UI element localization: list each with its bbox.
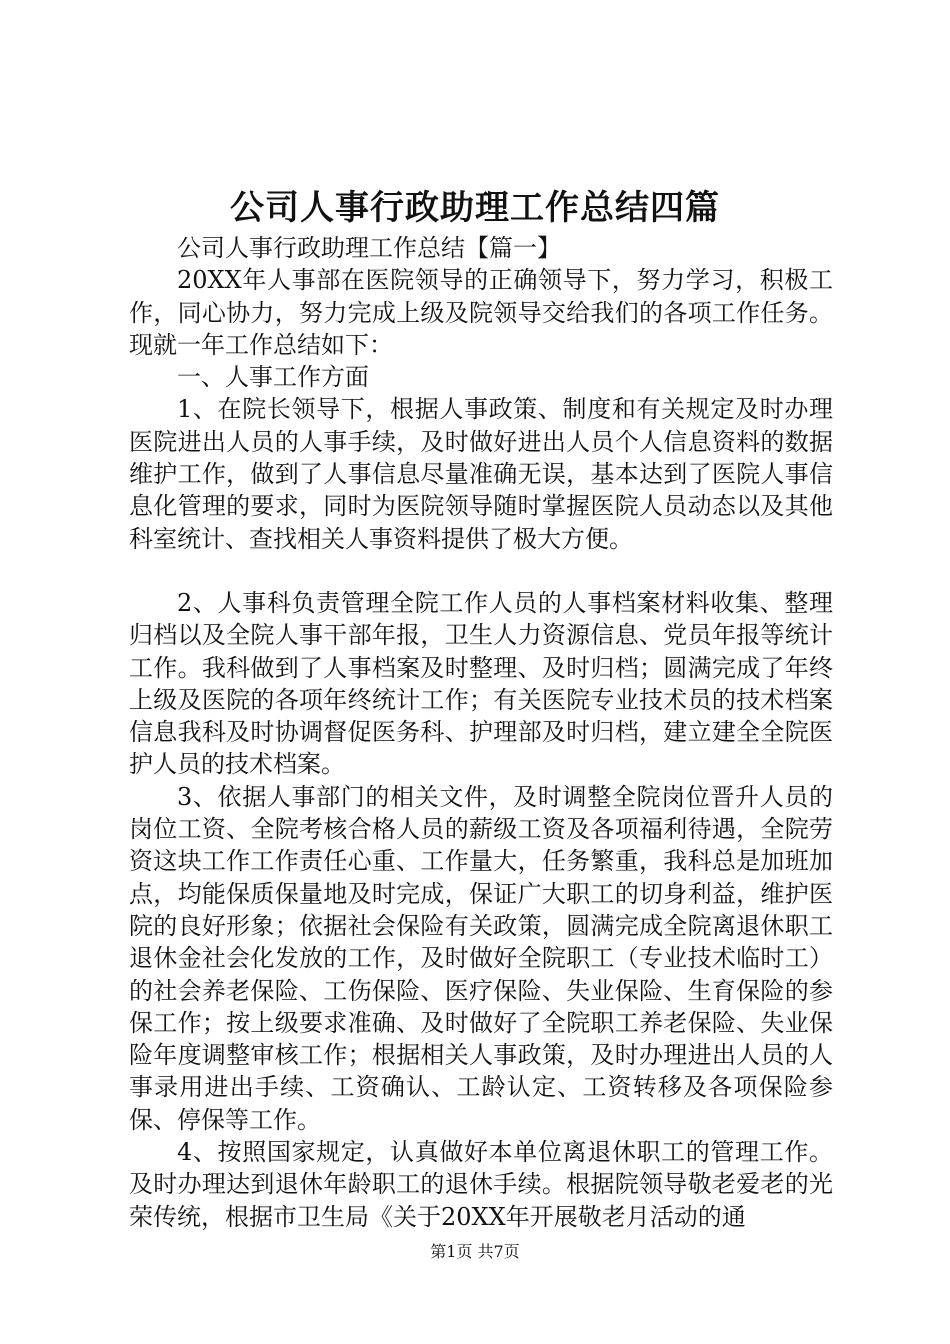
subsection-heading: 一、人事工作方面 — [177, 363, 369, 392]
paragraph: 4、按照国家规定，认真做好本单位离退休职工的管理工作。及时办理达到退休年龄职工的退休手续。根据院领导敬老爱老的光荣传统，根据市卫生局《关于20XX年开展敬老月活动的通 — [129, 1138, 833, 1231]
paragraph: 20XX年人事部在医院领导的正确领导下，努力学习，积极工作，同心协力，努力完成上级及院领导交给我们的各项工作任务。现就一年工作总结如下： — [129, 266, 833, 359]
page-number-footer: 第1页 共7页 — [430, 1242, 520, 1261]
document-body — [129, 232, 833, 1233]
paragraph: 3、依据人事部门的相关文件，及时调整全院岗位晋升人员的岗位工资、全院考核合格人员的薪级工资及各项福利待遇，全院劳资这块工作工作责任心重、工作量大，任务繁重，我科总是加班加点，均能保质保量地及时完成，保证广大职工的切身利益，维护医院的良好形象；依据社会保险有关政策，圆满完成全院离退休职工退休金社会化发放的工作，及时做好全院职工（专业技术临时工）的社会养老保险、工伤保险、医疗保险、失业保险、生育保险的参保工作；按上级要求准确、及时做好了全院职工养老保险、失业保险年度调整审核工作；根据相关人事政策，及时办理进出人员的人事录用进出手续、工资确认、工龄认定、工资转移及各项保险参保、停保等工作。 — [129, 782, 833, 1134]
section-heading: 公司人事行政助理工作总结【篇一】 — [177, 234, 561, 262]
paragraph: 1、在院长领导下，根据人事政策、制度和有关规定及时办理医院进出人员的人事手续，及时做好进出人员个人信息资料的数据维护工作，做到了人事信息尽量准确无误，基本达到了医院人事信息化管理的要求，同时为医院领导随时掌握医院人员动态以及其他科室统计、查找相关人事资料提供了极大方便。 — [129, 395, 833, 553]
paragraph: 2、人事科负责管理全院工作人员的人事档案材料收集、整理归档以及全院人事干部年报，卫生人力资源信息、党员年报等统计工作。我科做到了人事档案及时整理、及时归档；圆满完成了年终上级及医院的各项年终统计工作；有关医院专业技术员的技术档案信息我科及时协调督促医务科、护理部及时归档，建立建全全院医护人员的技术档案。 — [129, 588, 833, 779]
document-title: 公司人事行政助理工作总结四篇 — [230, 188, 720, 228]
